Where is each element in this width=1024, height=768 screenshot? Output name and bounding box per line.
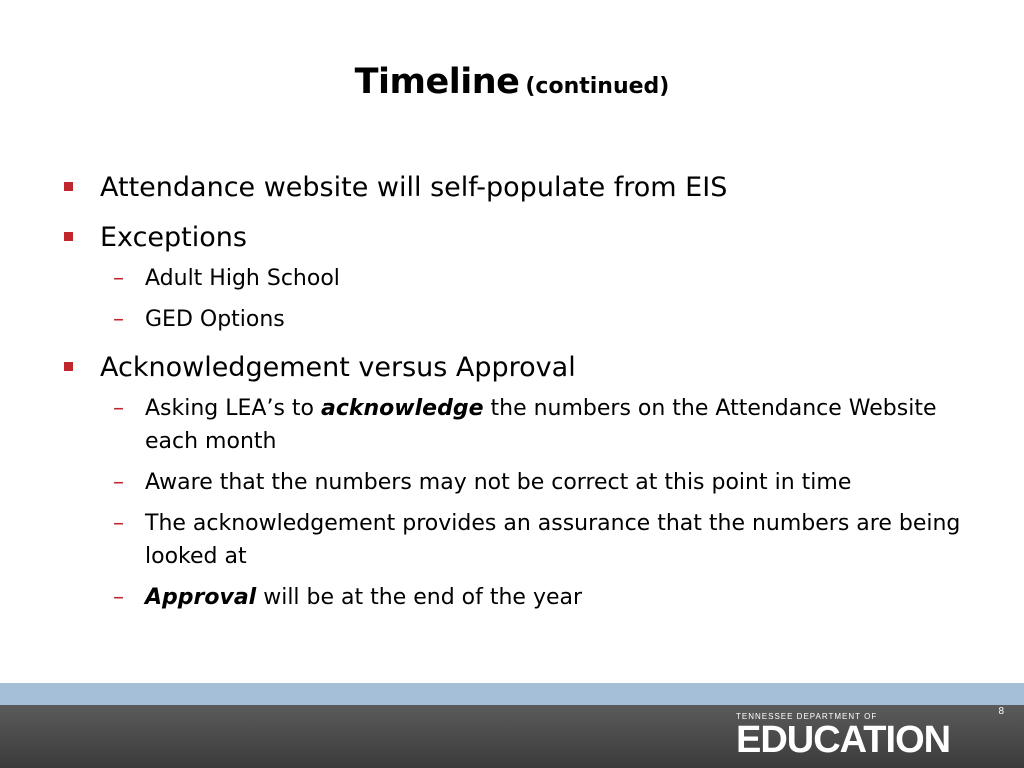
- sub-bullet-item: [60, 581, 980, 614]
- title-suffix: (continued): [525, 74, 670, 99]
- sub-bullet-emphasis: acknowledge: [321, 396, 484, 421]
- dash-bullet-icon: –: [113, 266, 124, 291]
- bullet-text: Acknowledgement versus Approval: [100, 352, 576, 383]
- sub-bullet-emphasis: Approval: [145, 585, 257, 610]
- dash-bullet-icon: –: [113, 511, 124, 536]
- sub-bullet-item: [60, 303, 980, 336]
- dash-bullet-icon: –: [113, 396, 124, 421]
- page-number: 8: [998, 706, 1004, 717]
- sub-bullet-item: [60, 507, 980, 573]
- sub-bullet-item: [60, 392, 980, 458]
- sub-bullet-item: [60, 262, 980, 295]
- square-bullet-icon: [64, 182, 73, 191]
- bullet-text: Exceptions: [100, 222, 247, 253]
- logo-main-text: EDUCATION: [736, 719, 951, 761]
- sub-bullet-item: [60, 466, 980, 499]
- footer-band-light: [0, 683, 1024, 705]
- sub-bullet-text-post: will be at the end of the year: [256, 585, 583, 610]
- bullet-list: [60, 170, 980, 622]
- dash-bullet-icon: –: [113, 307, 124, 332]
- sub-bullet-text-post: the numbers on the Attendance Website each month: [145, 396, 937, 454]
- bullet-item: [60, 170, 980, 206]
- square-bullet-icon: [64, 362, 73, 371]
- sub-bullet-text: Adult High School: [145, 266, 340, 291]
- square-bullet-icon: [64, 232, 73, 241]
- sub-bullet-text-pre: Asking LEA’s to: [145, 396, 321, 421]
- sub-bullet-text: GED Options: [145, 307, 285, 332]
- bullet-item: [60, 220, 980, 256]
- sub-bullet-text: The acknowledgement provides an assurance that the numbers are being looked at: [145, 511, 961, 569]
- bullet-text: Attendance website will self-populate from EIS: [100, 172, 728, 203]
- logo-top-text: TENNESSEE DEPARTMENT OF: [736, 712, 878, 721]
- bullet-item: [60, 350, 980, 386]
- dash-bullet-icon: –: [113, 470, 124, 495]
- education-logo: [736, 712, 976, 759]
- slide-title: [0, 62, 1024, 102]
- sub-bullet-text: Aware that the numbers may not be correct at this point in time: [145, 470, 852, 495]
- dash-bullet-icon: –: [113, 585, 124, 610]
- title-text: Timeline: [354, 62, 520, 102]
